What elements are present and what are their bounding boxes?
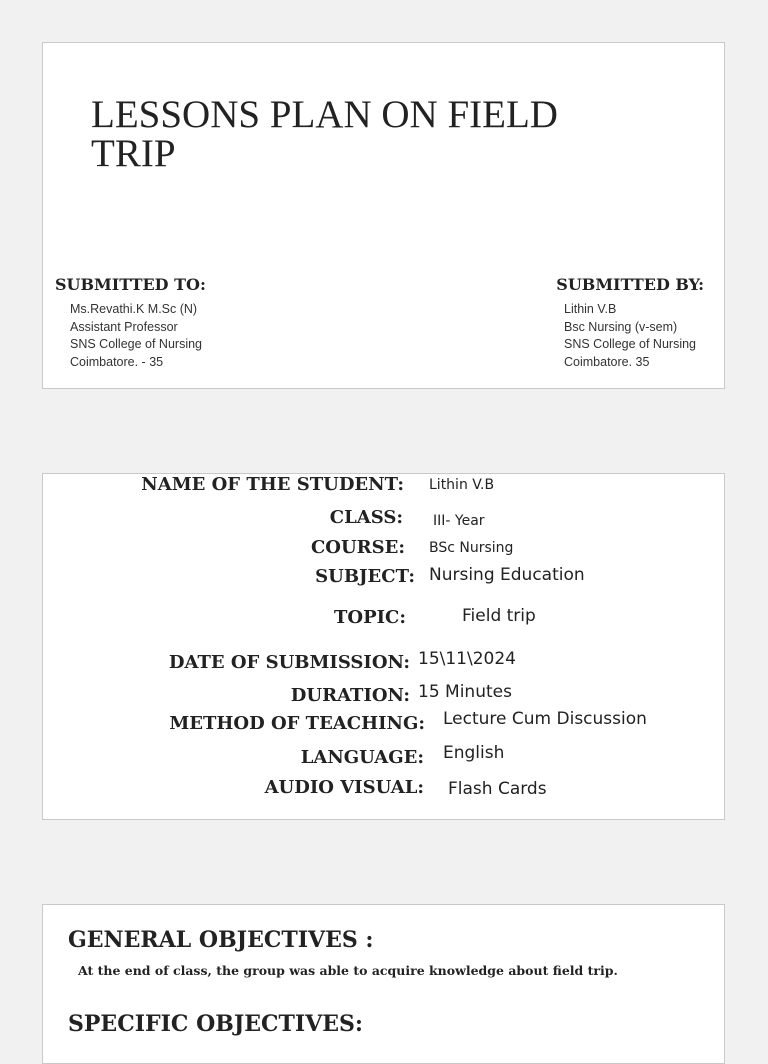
audio-visual-label: AUDIO VISUAL:	[264, 777, 424, 798]
duration-label: DURATION:	[290, 685, 410, 706]
subject-value: Nursing Education	[429, 565, 585, 585]
submitted-by-heading: SUBMITTED BY:	[556, 275, 704, 294]
class-label: CLASS:	[329, 507, 403, 528]
audio-visual-value: Flash Cards	[448, 779, 547, 799]
class-value: III- Year	[433, 513, 485, 529]
submitted-by-details	[564, 301, 696, 371]
submitted-by-course: Bsc Nursing (v-sem)	[564, 319, 678, 334]
submitted-by-name: Lithin V.B	[564, 302, 617, 316]
submitted-to-details	[70, 301, 202, 371]
objectives-page	[42, 904, 725, 1064]
student-name-label: NAME OF THE STUDENT:	[141, 474, 404, 495]
submitted-to-heading: SUBMITTED TO:	[55, 275, 206, 294]
topic-label: TOPIC:	[334, 607, 406, 628]
submitted-to-city: Coimbatore. - 35	[70, 354, 164, 369]
document-title: LESSONS PLAN ON FIELD TRIP	[91, 93, 558, 175]
general-objectives-heading: GENERAL OBJECTIVES :	[68, 927, 374, 953]
language-label: LANGUAGE:	[300, 747, 424, 768]
submitted-to-designation: Assistant Professor	[70, 319, 178, 334]
submitted-by-college: SNS College of Nursing	[564, 337, 697, 351]
method-of-teaching-value: Lecture Cum Discussion	[443, 709, 647, 729]
method-of-teaching-label: METHOD OF TEACHING:	[169, 713, 425, 734]
course-label: COURSE:	[310, 537, 405, 558]
specific-objectives-heading: SPECIFIC OBJECTIVES:	[68, 1011, 364, 1037]
submitted-to-name: Ms.Revathi.K M.Sc (N)	[70, 302, 198, 316]
date-of-submission-label: DATE OF SUBMISSION:	[168, 652, 410, 673]
course-value: BSc Nursing	[429, 540, 514, 556]
topic-value: Field trip	[462, 606, 536, 626]
duration-value: 15 Minutes	[418, 682, 512, 702]
submitted-by-city: Coimbatore. 35	[564, 354, 650, 369]
general-objectives-text: At the end of class, the group was able to acquire knowledge about field trip.	[78, 963, 618, 978]
lesson-info-page	[42, 473, 725, 820]
date-of-submission-value: 15\11\2024	[418, 649, 516, 669]
subject-label: SUBJECT:	[315, 566, 415, 587]
student-name-value: Lithin V.B	[429, 477, 495, 493]
cover-page	[42, 42, 725, 389]
language-value: English	[443, 743, 505, 763]
submitted-to-college: SNS College of Nursing	[70, 337, 203, 351]
